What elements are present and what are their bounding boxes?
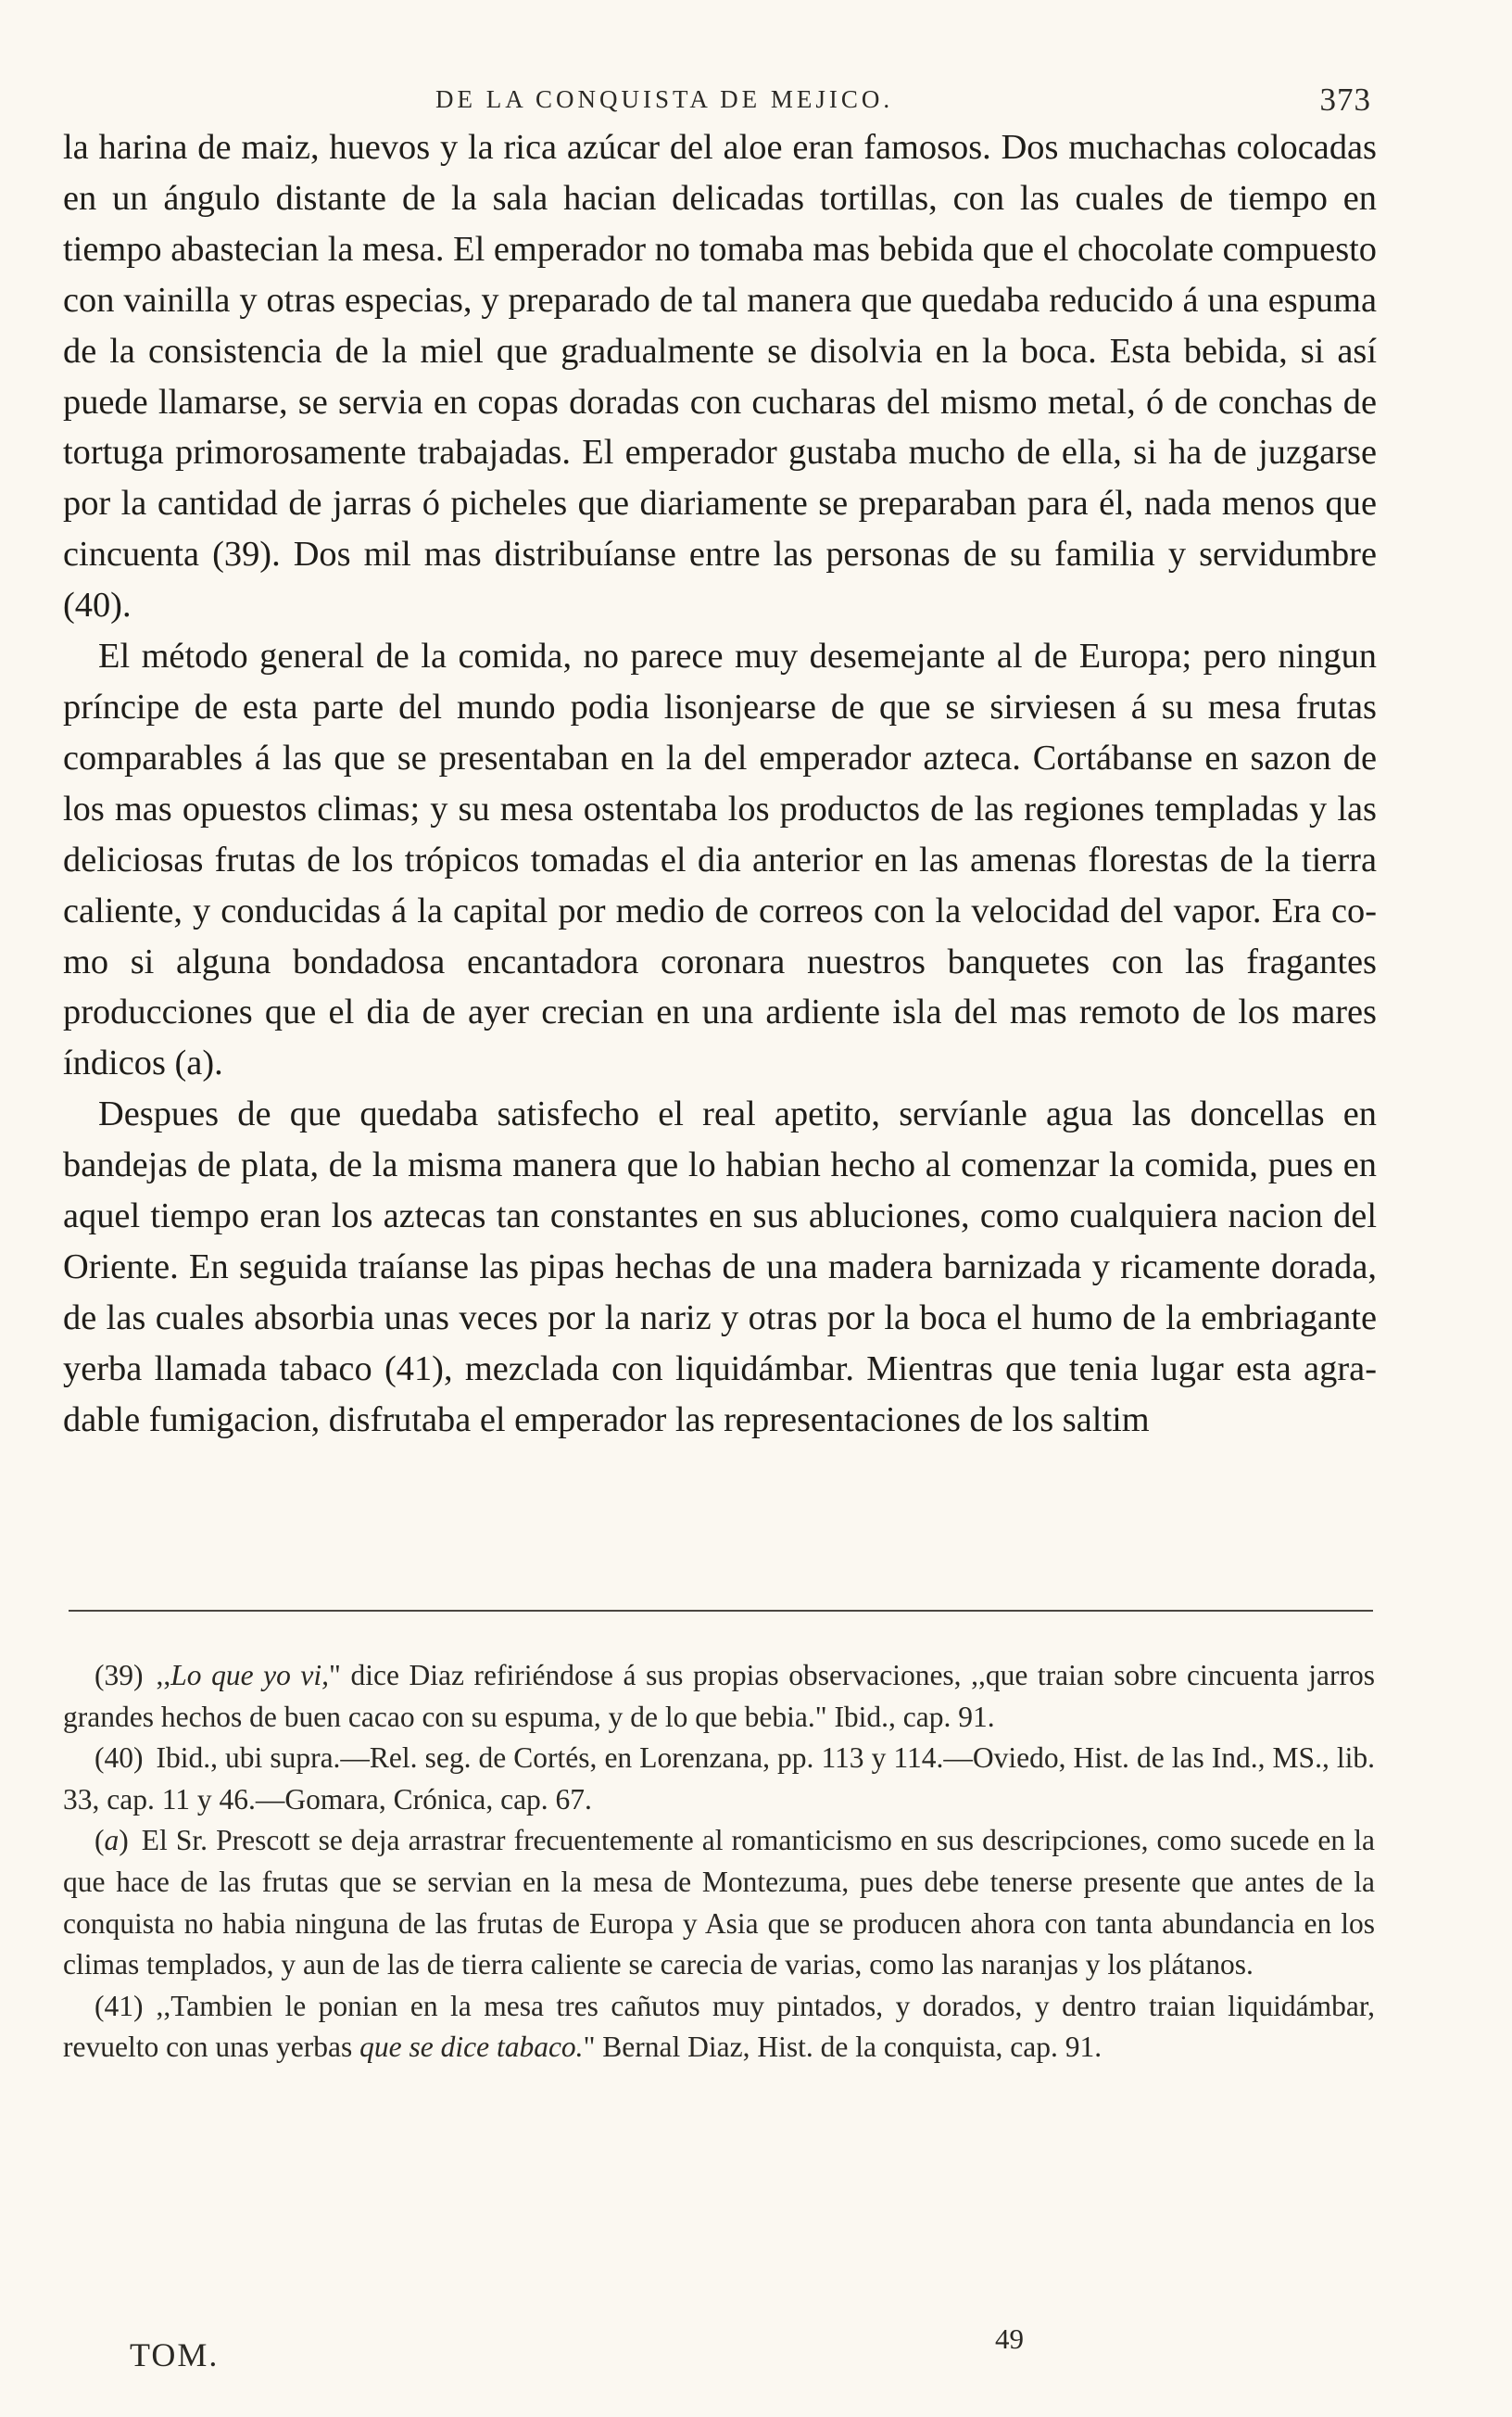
signature-mark: 49	[995, 2322, 1024, 2355]
footnote-italic-quote: que se dice tabaco.	[359, 2031, 584, 2064]
footnote-41	[63, 1986, 1375, 2069]
page-footer	[0, 2322, 1512, 2382]
page-header	[65, 82, 1371, 124]
paragraph-3: Despues de que quedaba satisfecho el real apetito, servíanle agua las doncellas en bandejas de plata, de la misma manera que lo habian hecho al comenzar la comida, pues en aquel tiempo eran los aztecas tan constantes en sus abluciones, como cualquiera nacion del Oriente. En seguida traíanse las pipas hechas de una madera barnizada y ricamente dorada, de las cuales absorbia unas veces por la nariz y otras por la boca el humo de la embriagante yerba llamada tabaco (41), mezclada con liquidámbar. Mientras que tenia lugar esta agradable fumigacion, disfrutaba el emperador las representaciones de los saltim	[63, 1095, 1377, 1439]
running-title: DE LA CONQUISTA DE MEJICO.	[435, 85, 894, 113]
footnote-marker: (a)	[94, 1824, 129, 1857]
main-text	[63, 122, 1377, 1446]
paragraph-1: la harina de maiz, huevos y la rica azúcar del aloe eran famosos. Dos muchachas colocadas en un ángulo distante de la sala hacian delicadas tortillas, con las cuales de tiempo en tiempo abastecian la mesa. El emperador no tomaba mas bebida que el chocolate compuesto con vainilla y otras especias, y preparado de tal manera que quedaba reducido á una espuma de la consistencia de la miel que gradualmente se disolvia en la boca. Esta bebida, si así puede llamarse, se servia en copas doradas con cucharas del mismo metal, ó de conchas de tortuga primorosamente trabajadas. El emperador gustaba mucho de ella, si ha de juzgarse por la cantidad de jarras ó picheles que diariamente se preparaban para él, nada menos que cincuenta (39). Dos mil mas distribuíanse entre las personas de su familia y servidumbre (40).	[63, 128, 1377, 626]
footnote-39	[63, 1655, 1375, 1738]
footnote-marker: (39)	[94, 1659, 144, 1691]
footnote-text-before: ,,Tambien le ponian en la mesa tres cañutos muy pintados, y dorados, y dentro traian liquidámbar, revuelto con unas yerbas	[63, 1989, 1375, 2064]
footnote-text: El Sr. Prescott se deja arrastrar frecuentemente al romanticismo en sus descripciones, como sucede en la que hace de las frutas que se servian en la mesa de Montezuma, pues debe tenerse presente que antes de la conquista no habia ninguna de las frutas de Europa y Asia que se producen ahora con tanta abundancia en los climas templados, y aun de las de tierra caliente se carecia de varias, como las naranjas y los plátanos.	[63, 1824, 1375, 1981]
footnote-40	[63, 1738, 1375, 1820]
footnote-marker-letter: a	[104, 1824, 120, 1857]
footnotes	[63, 1655, 1375, 2069]
volume-label: TOM.	[130, 2336, 220, 2373]
footnote-italic-quote: Lo que yo vi,	[170, 1659, 330, 1691]
footnote-a	[63, 1820, 1375, 1985]
footnote-text: " dice Diaz refiriéndose á sus propias observaciones, ,,que traian sobre cincuenta jarros grandes hechos de buen cacao con su espuma, y de lo que bebia." Ibid., cap. 91.	[63, 1659, 1375, 1733]
footnote-marker: (41)	[94, 1989, 144, 2022]
page-number: 373	[1319, 82, 1371, 118]
footnote-divider	[69, 1610, 1373, 1612]
footnote-marker: (40)	[94, 1741, 144, 1775]
paragraph-2: El método general de la comida, no parece muy desemejante al de Europa; pero ningun príncipe de esta parte del mundo podia lisonjearse de que se sirviesen á su mesa frutas comparables á las que se presentaban en la del emperador azteca. Cortábanse en sazon de los mas opuestos climas; y su mesa ostentaba los productos de las regiones templadas y las deliciosas frutas de los trópicos tomadas el dia anterior en las amenas florestas de la tierra caliente, y conducidas á la capital por medio de correos con la velocidad del vapor. Era como si alguna bondadosa encantadora coronara nuestros banquetes con las fragantes producciones que el dia de ayer crecian en una ardiente isla del mas remoto de los mares índicos (a).	[63, 637, 1377, 1083]
footnote-text-after: " Bernal Diaz, Hist. de la conquista, cap. 91.	[583, 2031, 1102, 2064]
footnote-open-quote: ,,	[156, 1659, 171, 1691]
footnote-text: Ibid., ubi supra.—Rel. seg. de Cortés, en Lorenzana, pp. 113 y 114.—Oviedo, Hist. de las Ind., MS., lib. 33, cap. 11 y 46.—Gomara, Crónica, cap. 67.	[63, 1741, 1375, 1816]
